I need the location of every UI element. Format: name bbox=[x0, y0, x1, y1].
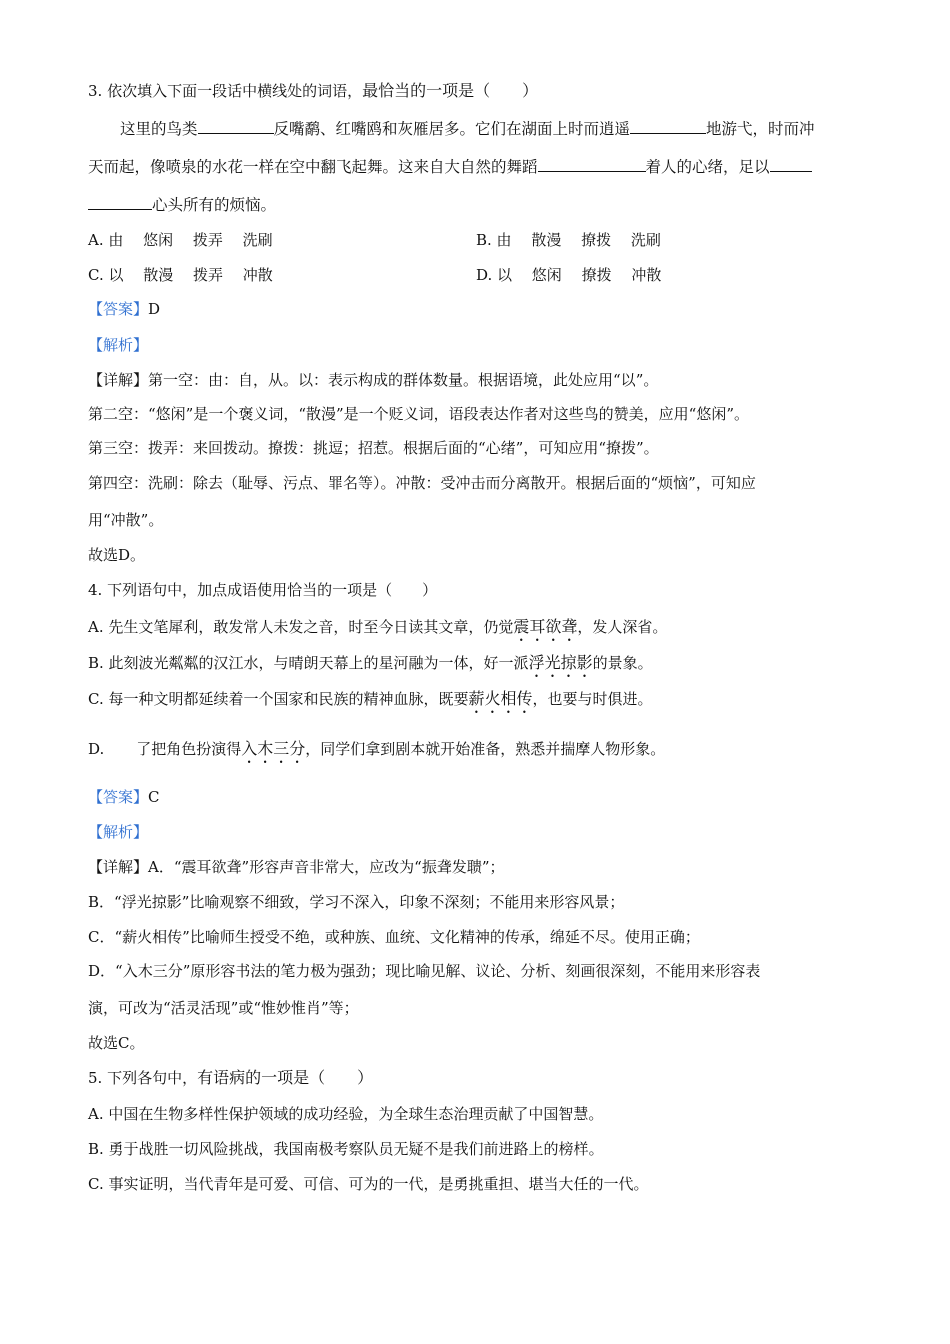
q4-detail-2: B．“浮光掠影”比喻观察不细致，学习不深入，印象不深刻；不能用来形容风景； bbox=[88, 893, 625, 911]
blank-2 bbox=[630, 118, 706, 134]
q3-option-c: C. 以 散漫 拨弄 冲散 bbox=[88, 266, 273, 284]
q4-option-c: C. 每一种文明都延续着一个国家和民族的精神血脉，既要薪火相传，也要与时俱进。 bbox=[88, 689, 653, 708]
q3-option-d: D. 以 悠闲 撩拨 冲散 bbox=[476, 266, 662, 284]
q3-stem: 3. 依次填入下面一段话中横线处的词语，最恰当的一项是（ ） bbox=[88, 81, 539, 100]
q4-conclusion: 故选C。 bbox=[88, 1034, 145, 1052]
q4-option-b: B. 此刻波光粼粼的汉江水，与晴朗天幕上的星河融为一体，好一派浮光掠影的景象。 bbox=[88, 653, 653, 672]
q3-detail-4: 第四空：洗刷：除去（耻辱、污点、罪名等）。冲散：受冲击而分离散开。根据后面的“烦恼”，可知应 bbox=[88, 474, 756, 492]
q5-option-a: A. 中国在生物多样性保护领域的成功经验，为全球生态治理贡献了中国智慧。 bbox=[88, 1105, 604, 1123]
blank-1 bbox=[198, 118, 274, 134]
dotted-idiom-d: 入木三分 bbox=[241, 739, 306, 758]
q4-detail-4: D．“入木三分”原形容书法的笔力极为强劲；现比喻见解、议论、分析、刻画很深刻，不能用来形容表 bbox=[88, 962, 761, 980]
q4-stem: 4. 下列语句中，加点成语使用恰当的一项是（ ） bbox=[88, 581, 438, 599]
dotted-idiom-c: 薪火相传 bbox=[468, 689, 533, 708]
q5-option-b: B. 勇于战胜一切风险挑战，我国南极考察队员无疑不是我们前进路上的榜样。 bbox=[88, 1140, 604, 1158]
q5-option-c: C. 事实证明，当代青年是可爱、可信、可为的一代，是勇挑重担、堪当大任的一代。 bbox=[88, 1175, 649, 1193]
q3-analysis-label: 【解析】 bbox=[88, 336, 149, 354]
q3-detail-2: 第二空：“悠闲”是一个褒义词，“散漫”是一个贬义词，语段表达作者对这些鸟的赞美，应用“悠闲”。 bbox=[88, 405, 750, 423]
blank-3 bbox=[538, 156, 646, 172]
q3-conclusion: 故选D。 bbox=[88, 546, 146, 564]
blank-4a bbox=[770, 156, 812, 172]
q3-detail-5: 用“冲散”。 bbox=[88, 511, 164, 529]
q4-answer: 【答案】C bbox=[88, 788, 160, 806]
dotted-idiom-b: 浮光掠影 bbox=[528, 653, 593, 672]
q3-option-a: A. 由 悠闲 拨弄 洗刷 bbox=[88, 231, 273, 249]
q3-passage-line-2: 天而起，像喷泉的水花一样在空中翻飞起舞。这来自大自然的舞蹈 着人的心绪，足以 bbox=[88, 156, 812, 177]
q4-detail-5: 演，可改为“活灵活现”或“惟妙惟肖”等； bbox=[88, 999, 359, 1017]
q3-option-b: B. 由 散漫 撩拨 洗刷 bbox=[476, 231, 661, 249]
q5-stem: 5. 下列各句中，有语病的一项是（ ） bbox=[88, 1068, 374, 1087]
q4-detail-1: 【详解】A．“震耳欲聋”形容声音非常大，应改为“振聋发聩”； bbox=[88, 858, 505, 876]
q4-option-a: A. 先生文笔犀利，敢发常人未发之音，时至今日读其文章，仍觉震耳欲聋，发人深省。 bbox=[88, 617, 668, 636]
blank-4b bbox=[88, 194, 152, 210]
q3-detail-1: 【详解】第一空：由：自，从。以：表示构成的群体数量。根据语境，此处应用“以”。 bbox=[88, 371, 659, 389]
q4-analysis-label: 【解析】 bbox=[88, 823, 149, 841]
q3-passage-line-1: 这里的鸟类 反嘴鹬、红嘴鸥和灰雁居多。它们在湖面上时而逍遥 地游弋，时而冲 bbox=[120, 120, 815, 138]
q3-answer: 【答案】D bbox=[88, 300, 161, 318]
q3-detail-3: 第三空：拨弄：来回拨动。撩拨：挑逗；招惹。根据后面的“心绪”，可知应用“撩拨”。 bbox=[88, 439, 659, 457]
q3-passage-line-3: 心头所有的烦恼。 bbox=[88, 194, 276, 215]
q4-option-d: D. 了把角色扮演得入木三分，同学们拿到剧本就开始准备，熟悉并揣摩人物形象。 bbox=[88, 739, 666, 758]
dotted-idiom-a: 震耳欲聋 bbox=[513, 617, 578, 636]
q4-detail-3: C．“薪火相传”比喻师生授受不绝，或种族、血统、文化精神的传承，绵延不尽。使用正确； bbox=[88, 928, 700, 946]
